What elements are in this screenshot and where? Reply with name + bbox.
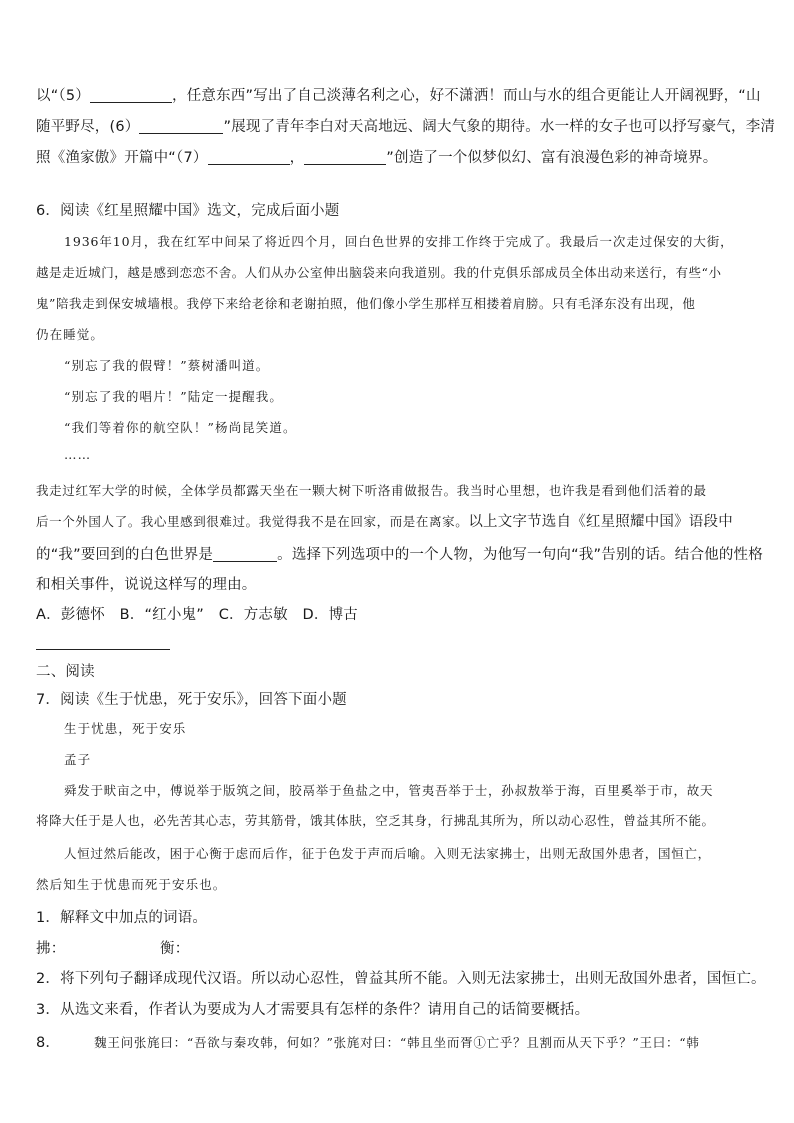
q7-title: 生于忧患，死于安乐: [64, 721, 187, 736]
q6-dialogue-line: “别忘了我的假臂！”蔡树潘叫道。: [64, 358, 270, 373]
q7-passage-line: 将降大任于是人也，必先苦其心志，劳其筋骨，饿其体肤，空乏其身，行拂乱其所为，所以动心忍性，曾益其所不能。: [36, 813, 715, 828]
answer-blank-7b: [304, 150, 386, 165]
q6-passage-line: 后一个外国人了。我心里感到很难过。我觉得我不是在回家，而是在离家。以上文字节选自《红星照耀中国》语段中: [36, 514, 733, 530]
q6-passage-line: 越是走近城门，越是感到恋恋不舍。人们从办公室伸出脑袋来向我道别。我的什克俱乐部成员全体出动来送行，有些“小: [36, 265, 722, 280]
answer-blank-7a: [208, 150, 290, 165]
q7-heading: 7．阅读《生于忧患，死于安乐》，回答下面小题: [36, 692, 347, 708]
q7-subquestion-3: 3．从选文来看，作者认为要成为人才需要具有怎样的条件？请用自己的话简要概括。: [36, 1002, 590, 1018]
q7-answer-fu: 拂：: [36, 941, 66, 957]
q6-passage-line: 仍在睡觉。: [36, 327, 105, 342]
separator-line: [36, 649, 170, 650]
q6-question-line: 和相关事件，说说这样写的理由。: [36, 577, 257, 593]
q6-options: A．彭德怀 B．“红小鬼” C．方志敏 D．博古: [36, 607, 358, 623]
q8-line: 8． 魏王问张旄曰：“吾欲与秦攻韩，何如？”张旄对曰：“韩且坐而胥①亡乎？且割而从天下乎？”王曰：“韩: [36, 1035, 700, 1051]
q7-answer-heng: 衡：: [160, 941, 190, 957]
q6-heading: 6．阅读《红星照耀中国》选文，完成后面小题: [36, 203, 340, 219]
answer-blank-5: [90, 88, 172, 103]
q6-dialogue-line: “我们等着你的航空队！”杨尚昆笑道。: [64, 420, 297, 435]
q6-passage-line: 1936年10月，我在红军中间呆了将近四个月，回白色世界的安排工作终于完成了。我最后一次走过保安的大街，: [64, 234, 734, 249]
q5-line-1: 以“（5） ，任意东西”写出了自己淡薄名利之心，好不潇洒！而山与水的组合更能让人开阔视野，“山: [36, 88, 761, 104]
q7-subquestion-1: 1．解释文中加点的词语。: [36, 910, 208, 926]
q6-dialogue-line: “别忘了我的唱片！”陆定一提醒我。: [64, 389, 283, 404]
q6-passage-line: 鬼”陪我走到保安城墙根。我停下来给老徐和老谢拍照，他们像小学生那样互相搂着肩膀。只有毛泽东没有出现，他: [36, 296, 696, 311]
q6-passage-line: 我走过红军大学的时候，全体学员都露天坐在一颗大树下听洛甫做报告。我当时心里想，也许我是看到他们活着的最: [36, 483, 707, 498]
q5-line-3: 照《渔家傲》开篇中“（7） ， ”创造了一个似梦似幻、富有浪漫色彩的神奇境界。: [36, 150, 718, 166]
q5-line-2: 随平野尽，(6） ”展现了青年李白对天高地远、阔大气象的期待。水一样的女子也可以抒写豪气，李清: [36, 119, 776, 135]
q7-author: 孟子: [64, 752, 92, 767]
q7-passage-line: 舜发于畎亩之中，傅说举于版筑之间，胶鬲举于鱼盐之中，管夷吾举于士，孙叔敖举于海，百里奚举于市，故天: [64, 783, 714, 798]
q7-passage-line: 人恒过然后能改，困于心衡于虑而后作，征于色发于声而后喻。入则无法家拂士，出则无敌国外患者，国恒亡，: [64, 846, 711, 861]
part2-heading: 二、阅读: [36, 664, 95, 680]
q7-passage-line: 然后知生于忧患而死于安乐也。: [36, 877, 227, 892]
q7-subquestion-2: 2．将下列句子翻译成现代汉语。所以动心忍性，曾益其所不能。入则无法家拂士，出则无敌国外患者，国恒亡。: [36, 971, 766, 987]
answer-blank-6: [139, 119, 223, 134]
answer-blank-white-world: [213, 547, 277, 562]
q6-question-line: 的“我”要回到的白色世界是 。选择下列选项中的一个人物，为他写一句向“我”告别的话。结合他的性格: [36, 547, 763, 563]
q6-ellipsis: ……: [64, 447, 92, 462]
